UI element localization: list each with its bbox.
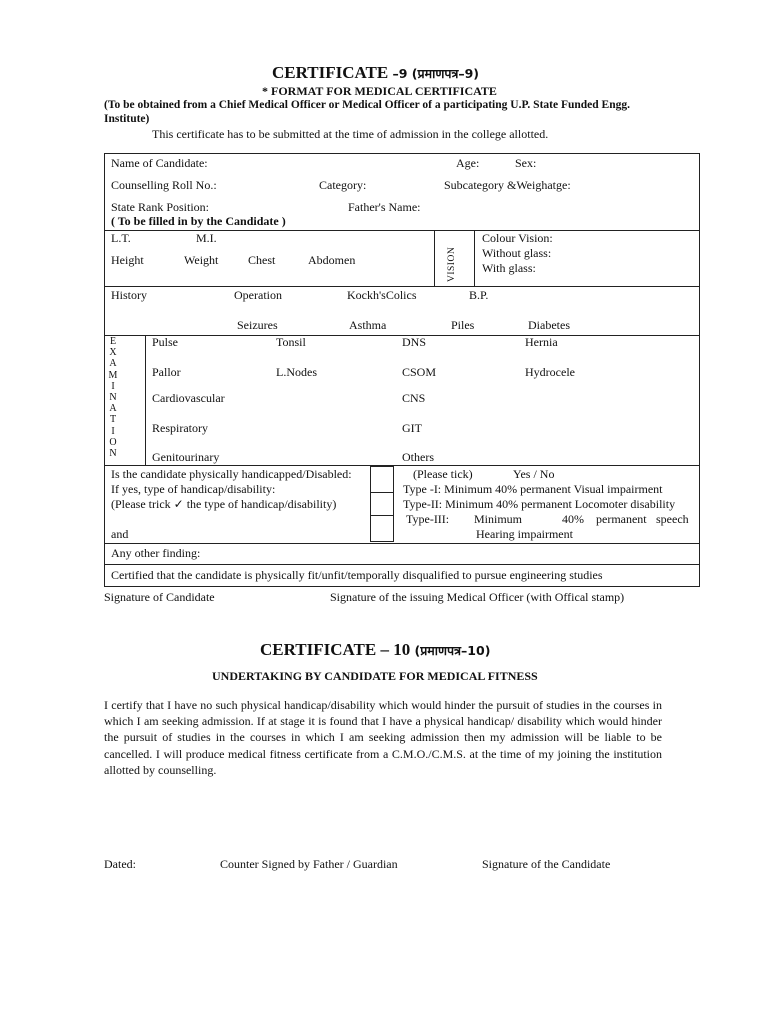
certificate-10-title-en: CERTIFICATE – 10 <box>260 640 411 659</box>
handicap-tick-instruction: (Please trick ✓ the type of handicap/disability) <box>111 497 337 511</box>
colour-vision-label: Colour Vision: <box>482 231 553 245</box>
history-label: History <box>111 288 147 302</box>
handicap-type-question: If yes, type of handicap/disability: <box>111 482 276 496</box>
diabetes-label: Diabetes <box>528 318 570 332</box>
kockhs-colics-label: Kockh'sColics <box>347 288 417 302</box>
fathers-name-label: Father's Name: <box>348 200 421 214</box>
obtain-note-line2: Institute) <box>104 113 150 125</box>
pulse-label: Pulse <box>152 335 179 349</box>
lt-label: L.T. <box>111 231 131 245</box>
undertaking-paragraph: I certify that I have no such physical handicap/disability which would hinder the pursuit of studies in the courses in which I am seeking admission. If at stage it is found that I have a physical handicap/ disability which would hinder the pursuit of studies in the courses in which I am seeking admission then my admission will be liable to be cancelled. I will produce medical fitness certificate from a C.M.O./C.M.S. at the time of my joining the institution allotted by counselling. <box>104 698 662 777</box>
piles-label: Piles <box>451 318 475 332</box>
subcategory-label: Subcategory &Weighatge: <box>444 178 571 192</box>
lnodes-label: L.Nodes <box>276 365 317 379</box>
vision-label: VISION <box>447 246 457 282</box>
certificate-10-title <box>260 640 490 660</box>
type-2-label: Type-II: Minimum 40% permanent Locomoter disability <box>403 497 676 511</box>
certified-statement: Certified that the candidate is physically fit/unfit/temporally disqualified to pursue engineering studies <box>111 568 603 582</box>
certificate-10-subtitle: UNDERTAKING BY CANDIDATE FOR MEDICAL FITNESS <box>212 669 538 683</box>
counter-signed-label: Counter Signed by Father / Guardian <box>220 857 398 871</box>
git-label: GIT <box>402 421 422 435</box>
yes-no-label: Yes / No <box>513 467 555 481</box>
bp-label: B.P. <box>469 288 489 302</box>
obtain-note-line1: (To be obtained from a Chief Medical Officer or Medical Officer of a participating U.P. State Funded Engg. <box>104 99 630 111</box>
cardiovascular-label: Cardiovascular <box>152 391 225 405</box>
abdomen-label: Abdomen <box>308 253 356 267</box>
asthma-label: Asthma <box>349 318 387 332</box>
tick-box-type-1[interactable] <box>370 492 394 516</box>
others-label: Others <box>402 450 434 464</box>
please-tick-label: (Please tick) <box>413 467 473 481</box>
name-of-candidate-label: Name of Candidate: <box>111 156 208 170</box>
hernia-label: Hernia <box>525 335 558 349</box>
certificate-9-title-en: CERTIFICATE <box>272 63 389 82</box>
dns-label: DNS <box>402 335 427 349</box>
operation-label: Operation <box>234 288 282 302</box>
respiratory-label: Respiratory <box>152 421 208 435</box>
sex-label: Sex: <box>515 156 537 170</box>
fill-by-candidate-note: ( To be filled in by the Candidate ) <box>111 214 286 228</box>
mi-label: M.I. <box>196 231 217 245</box>
seizures-label: Seizures <box>237 318 278 332</box>
with-glass-label: With glass: <box>482 261 536 275</box>
hydrocele-label: Hydrocele <box>525 365 575 379</box>
certificate-9-subtitle: * FORMAT FOR MEDICAL CERTIFICATE <box>262 84 497 98</box>
genitourinary-label: Genitourinary <box>152 450 220 464</box>
state-rank-label: State Rank Position: <box>111 200 210 214</box>
signature-of-the-candidate-label: Signature of the Candidate <box>482 857 611 871</box>
dated-label: Dated: <box>104 857 136 871</box>
counselling-roll-label: Counselling Roll No.: <box>111 178 217 192</box>
signature-medical-officer-label: Signature of the issuing Medical Officer (with Offical stamp) <box>330 590 625 604</box>
tick-box-disabled[interactable] <box>370 466 394 493</box>
cns-label: CNS <box>402 391 426 405</box>
certificate-10-title-hi: (प्रमाणपत्र–10) <box>414 643 491 658</box>
certificate-9-title <box>272 63 479 83</box>
age-label: Age: <box>456 156 480 170</box>
without-glass-label: Without glass: <box>482 246 552 260</box>
type-1-label: Type -I: Minimum 40% permanent Visual impairment <box>403 482 663 496</box>
any-other-finding-label: Any other finding: <box>111 546 201 560</box>
handicap-question: Is the candidate physically handicapped/Disabled: <box>111 467 352 481</box>
csom-label: CSOM <box>402 365 437 379</box>
height-label: Height <box>111 253 144 267</box>
certificate-9-title-hi: –9 (प्रमाणपत्र–9) <box>392 66 480 81</box>
chest-label: Chest <box>248 253 276 267</box>
tonsil-label: Tonsil <box>276 335 306 349</box>
pallor-label: Pallor <box>152 365 181 379</box>
and-label: and <box>111 527 129 541</box>
hearing-impairment-label: Hearing impairment <box>476 527 573 541</box>
category-label: Category: <box>319 178 367 192</box>
weight-label: Weight <box>184 253 219 267</box>
signature-of-candidate-label: Signature of Candidate <box>104 590 215 604</box>
examination-vertical-label: E X A M I N A T I O N <box>108 336 118 460</box>
submit-note: This certificate has to be submitted at the time of admission in the college allotted. <box>152 127 549 141</box>
tick-box-type-2[interactable] <box>370 515 394 542</box>
